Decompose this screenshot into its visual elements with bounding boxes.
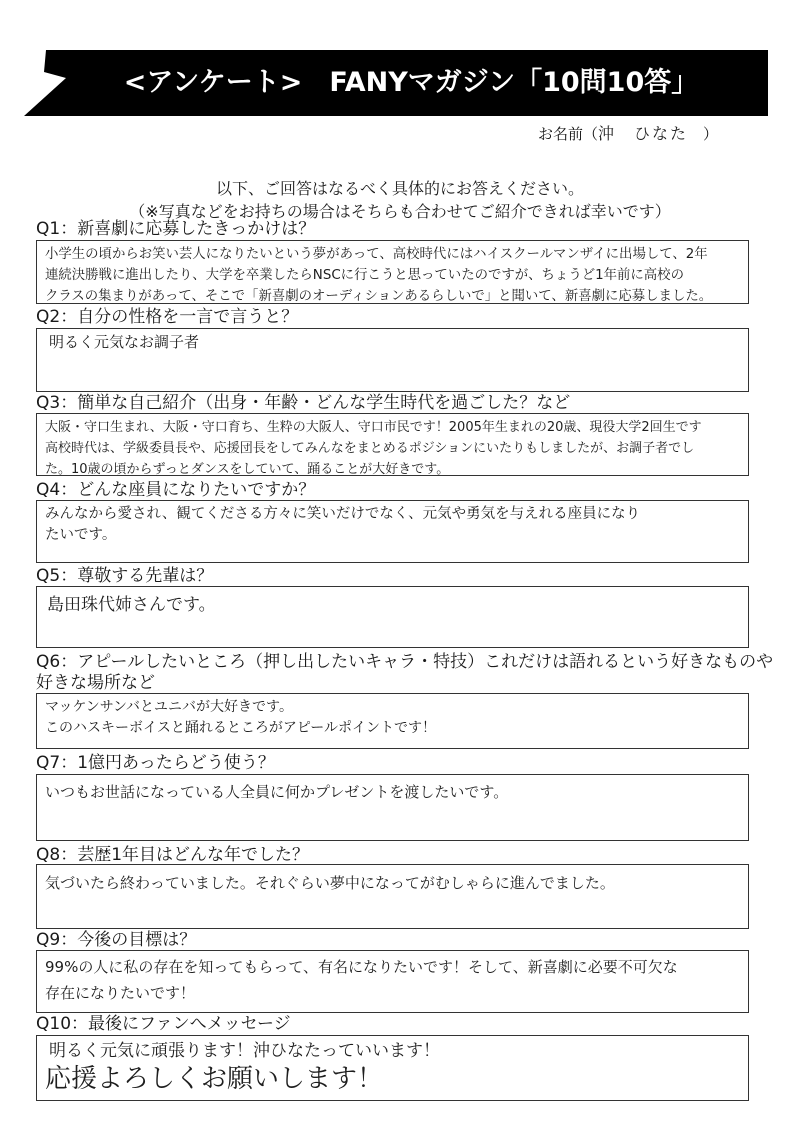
answer-1-line-1: 小学生の頃からお笑い芸人になりたいという夢があって、高校時代にはハイスクールマンザイに出場して、2年 <box>45 247 708 262</box>
answer-3-line-2: 高校時代は、学級委員長や、応援団長をしてみんなをまとめるポジションにいたりもしましたが、お調子者でし <box>45 441 695 456</box>
answer-9-box <box>36 950 749 1013</box>
title-banner <box>24 50 768 116</box>
name-value: 沖 ひなた <box>598 124 689 143</box>
question-6-label-line-2: 好きな場所など <box>36 673 155 693</box>
answer-9-line-2: 存在になりたいです！ <box>45 984 196 1002</box>
answer-6-box <box>36 693 749 749</box>
answer-8-line-1: 気づいたら終わっていました。それぐらい夢中になってがむしゃらに進んでました。 <box>45 874 615 892</box>
answer-5-line-1: 島田珠代姉さんです。 <box>47 595 216 615</box>
name-close: ） <box>688 125 719 143</box>
answer-3-box <box>36 413 749 476</box>
answer-7-line-1: いつもお世話になっている人全員に何かプレゼントを渡したいです。 <box>45 783 509 801</box>
answer-6-line-2: このハスキーボイスと踊れるところがアピールポイントです！ <box>45 720 437 736</box>
answer-2-box <box>36 328 749 392</box>
answer-10-line-1: 明るく元気に頑張ります！沖ひなたっていいます！ <box>49 1041 440 1061</box>
question-5-label: Q5：尊敬する先輩は？ <box>36 566 214 586</box>
question-1-label: Q1：新喜劇に応募したきっかけは？ <box>36 219 316 239</box>
instruction-line-2: （※写真などをお持ちの場合はそちらも合わせてご紹介できれば幸いです） <box>129 202 671 221</box>
question-3-label: Q3：簡単な自己紹介（出身・年齢・どんな学生時代を過ごした？など <box>36 393 571 413</box>
answer-3-line-3: た。10歳の頃からずっとダンスをしていて、踊ることが大好きです。 <box>45 462 450 477</box>
instruction-line-1: 以下、ご回答はなるべく具体的にお答えください。 <box>215 179 584 198</box>
question-2-label: Q2：自分の性格を一言で言うと？ <box>36 307 299 327</box>
answer-10-line-2: 応援よろしくお願いします！ <box>45 1064 384 1094</box>
answer-9-line-1: 99%の人に私の存在を知ってもらって、有名になりたいです！そして、新喜劇に必要不可欠な <box>45 958 678 976</box>
answer-4-box <box>36 500 749 563</box>
question-6-label-line-1: Q6：アピールしたいところ（押し出したいキャラ・特技）これだけは語れるという好きなものや <box>36 652 774 672</box>
name-field <box>538 121 718 144</box>
answer-5-box <box>36 586 749 648</box>
page-title: <アンケート> FANYマガジン「10問10答」 <box>123 67 699 98</box>
answer-3-line-1: 大阪・守口生まれ、大阪・守口育ち、生粋の大阪人、守口市民です！2005年生まれの20歳、現役大学2回生です <box>45 420 702 435</box>
answer-1-box <box>36 240 749 304</box>
question-4-label: Q4：どんな座員になりたいですか？ <box>36 480 316 500</box>
question-8-label: Q8：芸歴1年目はどんな年でした？ <box>36 845 310 865</box>
answer-7-box <box>36 774 749 841</box>
question-10-label: Q10：最後にファンへメッセージ <box>36 1014 291 1034</box>
answer-1-line-2: 連続決勝戦に進出したり、大学を卒業したらNSCに行こうと思っていたのですが、ちょうど1年前に高校の <box>45 268 684 283</box>
answer-4-line-2: たいです。 <box>45 527 117 543</box>
answer-8-box <box>36 864 749 929</box>
name-label: お名前（ <box>538 125 599 143</box>
answer-2-line-1: 明るく元気なお調子者 <box>49 333 200 351</box>
question-7-label: Q7：1億円あったらどう使う？ <box>36 753 275 773</box>
answer-4-line-1: みんなから愛され、観てくださる方々に笑いだけでなく、元気や勇気を与えれる座員になり <box>45 506 641 522</box>
answer-1-line-3: クラスの集まりがあって、そこで「新喜劇のオーディションあるらしいで」と聞いて、新喜劇に応募しました。 <box>45 289 713 304</box>
answer-10-box <box>36 1035 749 1101</box>
question-9-label: Q9：今後の目標は？ <box>36 930 197 950</box>
answer-6-line-1: マッケンサンバとユニバが大好きです。 <box>45 699 293 715</box>
